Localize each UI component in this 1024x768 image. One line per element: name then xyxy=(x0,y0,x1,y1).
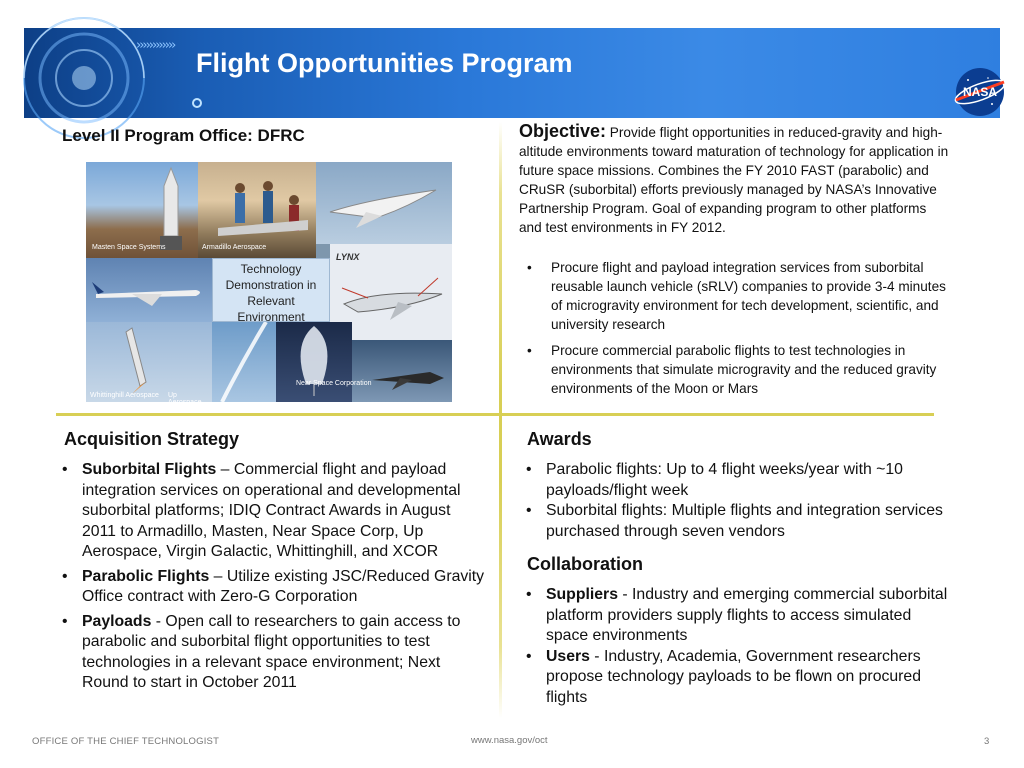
program-office-heading: Level II Program Office: DFRC xyxy=(62,126,305,145)
collaboration-list xyxy=(522,585,952,712)
list-item: • Parabolic flights: Up to 4 flight weeks/year with ~10 payloads/flight week xyxy=(522,460,952,501)
list-item: • Suborbital flights: Multiple flights and integration services purchased through seven vendors xyxy=(522,501,952,542)
item-bold: Suppliers xyxy=(546,586,618,603)
header-banner xyxy=(24,28,1000,118)
horizontal-divider xyxy=(56,413,934,416)
collaboration-heading: Collaboration xyxy=(527,554,643,574)
nasa-logo-text: NASA xyxy=(962,85,998,99)
spaceship-icon xyxy=(326,182,446,232)
banner-dot-icon xyxy=(192,98,202,108)
tile-masten xyxy=(86,162,198,258)
tile-airplane xyxy=(86,258,212,322)
caption-masten: Masten Space Systems xyxy=(92,244,166,251)
workers-icon xyxy=(218,178,308,248)
objective-block xyxy=(519,122,949,237)
lynx-diagram-icon xyxy=(338,268,448,328)
contrail-icon xyxy=(212,322,276,402)
launch-rocket-icon xyxy=(116,326,156,396)
list-item: • Procure commercial parabolic flights to test technologies in environments that simulate microgravity and the reduced gravity environments of the Moon or Mars xyxy=(527,341,947,398)
item-text: - Industry and emerging commercial suborbital platform providers supply flights to access simulated space environments xyxy=(546,586,948,644)
tile-armadillo xyxy=(198,162,316,258)
item-bold: Parabolic Flights xyxy=(82,567,210,585)
tile-up-aerospace xyxy=(86,322,212,413)
nasa-logo-icon xyxy=(948,66,1012,118)
awards-heading: Awards xyxy=(527,429,592,449)
item-bold: Users xyxy=(546,647,590,665)
item-bold: Suborbital Flights xyxy=(82,461,217,478)
rocket-icon xyxy=(156,166,186,252)
airplane-icon xyxy=(92,276,208,310)
list-item: • Procure flight and payload integration services from suborbital reusable launch vehicle (sRLV) companies to provide 3-4 minutes of microgravity environment for tech development, scientific, and university research xyxy=(527,258,947,334)
list-item xyxy=(522,647,952,709)
awards-list xyxy=(522,460,952,546)
glider-icon xyxy=(370,364,446,394)
item-text: - Industry, Academia, Government researchers propose technology payloads to be flown on procured flights xyxy=(546,647,921,706)
objective-label: Objective: xyxy=(519,121,607,141)
tile-contrail xyxy=(212,322,276,402)
tile-balloon xyxy=(276,322,352,402)
caption-up: Up Aerospace, Inc. xyxy=(168,392,204,413)
page-title: Flight Opportunities Program xyxy=(196,48,573,78)
caption-armadillo: Armadillo Aerospace xyxy=(202,244,267,251)
page-number: 3 xyxy=(984,736,990,747)
caption-near-space: Near Space Corporation xyxy=(296,380,372,387)
tile-near-space xyxy=(352,340,452,402)
list-item xyxy=(58,460,488,563)
item-bold: Payloads xyxy=(82,612,152,630)
vertical-divider xyxy=(499,122,502,718)
caption-whittinghill: Whittinghill Aerospace xyxy=(90,392,159,399)
acquisition-heading: Acquisition Strategy xyxy=(64,429,240,449)
list-item xyxy=(522,585,952,647)
objective-text: Provide flight opportunities in reduced-gravity and high-altitude environments toward maturation of technology for application in future space missions. Combines the FY 2010 FAST (parabolic) and CRuSR (suborbital) efforts previously managed by NASA’s Innovative Partnership Program. Goal of expanding program to other platforms and test environments in FY 2012. xyxy=(519,125,949,235)
item-text: – Utilize existing JSC/Reduced Gravity Office contract with Zero-G Corporation xyxy=(82,567,485,605)
vehicle-collage xyxy=(86,162,452,413)
chevron-pattern: ›››››››››››› xyxy=(136,38,175,53)
objective-bullets xyxy=(527,258,947,405)
item-text: – Commercial flight and payload integration services on operational and developmental suborbital platforms; IDIQ Contract Awards in August 2011 to Armadillo, Masten, Near Space Corp, Up Aerospace, Virgin Galactic, Whittinghill, and XCOR xyxy=(82,461,461,560)
tile-spaceship xyxy=(316,162,452,244)
tech-demo-label: Technology Demonstration in Relevant Environment xyxy=(212,258,330,322)
footer-url[interactable]: www.nasa.gov/oct xyxy=(471,735,548,746)
list-item xyxy=(58,612,488,694)
item-text: - Open call to researchers to gain access to parabolic and suborbital flight opportunities to test technologies in a relevant space environment; Next Round to start in October 2011 xyxy=(82,612,461,691)
footer-office: OFFICE OF THE CHIEF TECHNOLOGIST xyxy=(32,736,220,747)
acquisition-list xyxy=(58,460,488,698)
list-item xyxy=(58,567,488,608)
lynx-label: LYNX xyxy=(336,252,360,262)
